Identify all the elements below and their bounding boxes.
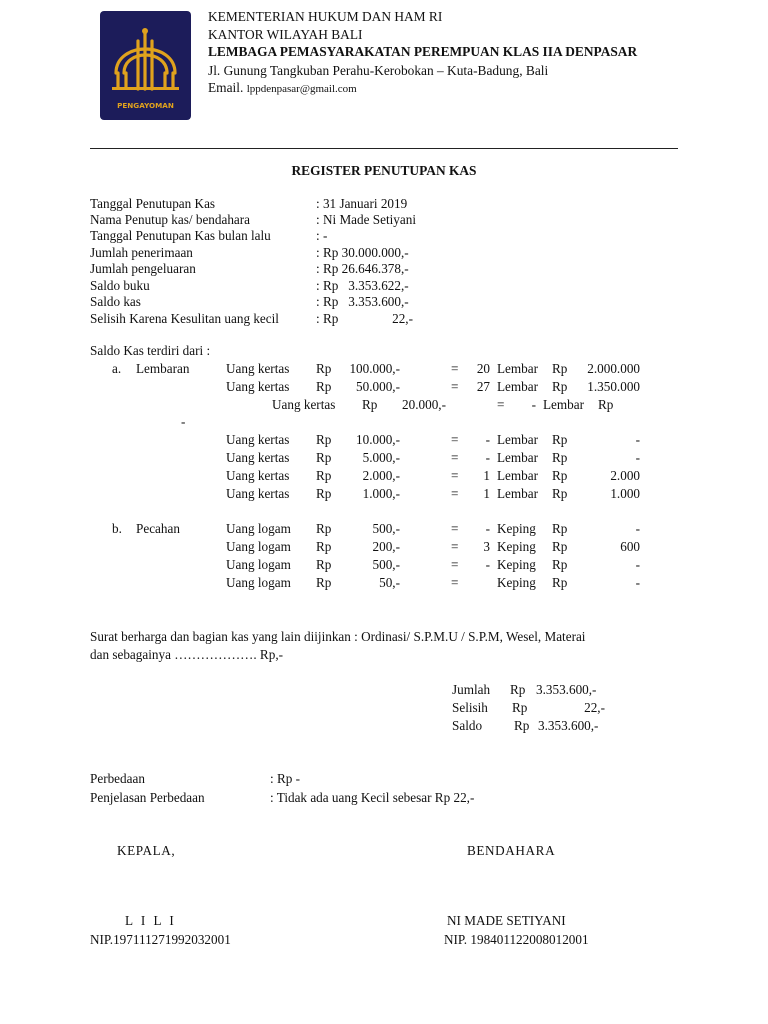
denomination-total: - (635, 557, 640, 572)
denomination-type: Uang kertas (226, 468, 290, 483)
denomination-count: - (485, 557, 490, 572)
denomination-total: 2.000 (610, 468, 640, 483)
denomination-rp-total: Rp (552, 486, 568, 501)
pecahan-marker: b. (112, 521, 122, 536)
info-label: Tanggal Penutupan Kas (90, 196, 216, 211)
denomination-count: - (485, 450, 490, 465)
denomination-rp-total: Rp (552, 468, 568, 483)
head-name: L I L I (125, 913, 174, 928)
denomination-equals: = (451, 521, 459, 536)
denomination-rp-total: Rp (552, 521, 568, 536)
lembaran-marker: a. (112, 361, 122, 376)
denomination-type: Uang logam (226, 557, 291, 572)
difference-value: : Rp - (270, 771, 301, 786)
summary-label: Selisih (452, 700, 488, 715)
denomination-total: - (635, 575, 640, 590)
denomination-rp: Rp (316, 468, 332, 483)
info-label: Selisih Karena Kesulitan uang kecil (90, 311, 279, 326)
denomination-count: 1 (483, 486, 490, 501)
summary-rp: Rp (514, 718, 530, 733)
denomination-total: - (635, 432, 640, 447)
email-address: lppdenpasar@gmail.com (246, 83, 357, 95)
denomination-count: 27 (476, 379, 490, 394)
head-signature-title: KEPALA, (117, 843, 176, 858)
denomination-unit: Keping (497, 539, 536, 554)
info-value: : - (316, 228, 328, 243)
info-label: Saldo buku (90, 278, 150, 293)
denomination-unit: Lembar (497, 379, 539, 394)
securities-line: Surat berharga dan bagian kas yang lain diijinkan : Ordinasi/ S.P.M.U / S.P.M, Wesel, Materai (90, 629, 586, 644)
denomination-rp: Rp (316, 379, 332, 394)
denomination-unit: Lembar (497, 486, 539, 501)
denomination-equals: = (451, 432, 459, 447)
denomination-unit: Keping (497, 575, 536, 590)
denomination-equals: = (451, 468, 459, 483)
denomination-type: Uang kertas (226, 432, 290, 447)
header-divider (90, 148, 678, 149)
denomination-nominal: 10.000,- (356, 432, 400, 447)
denomination-total: 1.000 (610, 486, 640, 501)
denomination-rp: Rp (316, 432, 332, 447)
denomination-total: 1.350.000 (587, 379, 640, 394)
denomination-count: - (531, 397, 536, 412)
denomination-count: 3 (483, 539, 490, 554)
denomination-rp-total: Rp (552, 539, 568, 554)
denomination-equals: = (451, 557, 459, 572)
denomination-equals: = (451, 379, 459, 394)
denomination-rp: Rp (316, 486, 332, 501)
denomination-unit: Keping (497, 521, 536, 536)
info-label: Jumlah penerimaan (90, 245, 193, 260)
denomination-count: 20 (476, 361, 490, 376)
summary-label: Saldo (452, 718, 483, 733)
denomination-unit: Lembar (497, 468, 539, 483)
denomination-total: 600 (620, 539, 640, 554)
pecahan-label: Pecahan (136, 521, 180, 536)
summary-label: Jumlah (452, 682, 491, 697)
denomination-type: Uang kertas (226, 361, 290, 376)
denomination-rp: Rp (316, 361, 332, 376)
denomination-count: 1 (483, 468, 490, 483)
explanation-value: : Tidak ada uang Kecil sebesar Rp 22,- (270, 790, 475, 805)
denomination-type: Uang kertas (226, 450, 290, 465)
denomination-nominal: 2.000,- (362, 468, 400, 483)
regional-office: KANTOR WILAYAH BALI (208, 27, 363, 42)
denomination-equals: = (451, 575, 459, 590)
summary-value: 22,- (584, 700, 605, 715)
denomination-total: - (635, 521, 640, 536)
info-value: : Rp 30.000.000,- (316, 245, 409, 260)
denomination-equals: = (497, 397, 505, 412)
denomination-rp: Rp (316, 539, 332, 554)
denomination-type: Uang kertas (226, 379, 290, 394)
denomination-nominal: 20.000,- (402, 397, 446, 412)
info-value: : Rp 3.353.622,- (316, 278, 409, 293)
denomination-type: Uang logam (226, 521, 291, 536)
institution-logo (100, 11, 191, 120)
denomination-rp-total: Rp (552, 361, 568, 376)
denomination-unit: Lembar (543, 397, 585, 412)
denomination-type: Uang kertas (272, 397, 336, 412)
denomination-equals: = (451, 361, 459, 376)
denomination-rp-total: Rp (552, 432, 568, 447)
denomination-rp: Rp (316, 521, 332, 536)
denomination-type: Uang logam (226, 575, 291, 590)
denomination-type: Uang logam (226, 539, 291, 554)
denomination-total: - (635, 450, 640, 465)
email-line (208, 80, 357, 96)
summary-rp: Rp (510, 682, 526, 697)
denomination-nominal: 200,- (372, 539, 400, 554)
explanation-label: Penjelasan Perbedaan (90, 790, 205, 805)
denomination-unit: Keping (497, 557, 536, 572)
denomination-unit: Lembar (497, 450, 539, 465)
denomination-rp-total: Rp (552, 450, 568, 465)
treasurer-signature-title: BENDAHARA (467, 843, 556, 858)
denomination-rp: Rp (316, 575, 332, 590)
summary-value: 3.353.600,- (536, 682, 597, 697)
denomination-count: - (485, 432, 490, 447)
denomination-rp-total: Rp (552, 575, 568, 590)
denomination-rp-total: Rp (552, 557, 568, 572)
denomination-equals: = (451, 450, 459, 465)
summary-rp: Rp (512, 700, 528, 715)
document-title: REGISTER PENUTUPAN KAS (291, 163, 477, 178)
denomination-nominal: 500,- (372, 521, 400, 536)
denomination-rp-total: Rp (598, 397, 614, 412)
info-value-amount: 22,- (392, 311, 413, 326)
lembaran-label: Lembaran (136, 361, 190, 376)
denomination-unit: Lembar (497, 432, 539, 447)
denomination-nominal: 5.000,- (362, 450, 400, 465)
info-label: Saldo kas (90, 294, 141, 309)
info-value: : Rp 3.353.600,- (316, 294, 409, 309)
denomination-nominal: 500,- (372, 557, 400, 572)
treasurer-nip: NIP. 198401122008012001 (444, 932, 589, 947)
info-label: Nama Penutup kas/ bendahara (90, 212, 251, 227)
denomination-nominal: 50.000,- (356, 379, 400, 394)
institution-name: LEMBAGA PEMASYARAKATAN PEREMPUAN KLAS IIA DENPASAR (208, 44, 638, 59)
denomination-nominal: 1.000,- (362, 486, 400, 501)
denomination-type: Uang kertas (226, 486, 290, 501)
denomination-rp: Rp (316, 450, 332, 465)
institution-address: Jl. Gunung Tangkuban Perahu-Kerobokan – Kuta-Badung, Bali (208, 63, 549, 78)
denomination-count: - (485, 521, 490, 536)
info-label: Jumlah pengeluaran (90, 261, 196, 276)
denomination-rp-total: Rp (552, 379, 568, 394)
breakdown-heading: Saldo Kas terdiri dari : (90, 343, 211, 358)
stray-dash: - (181, 414, 186, 429)
denomination-unit: Lembar (497, 361, 539, 376)
info-value: : Rp 26.646.378,- (316, 261, 409, 276)
summary-value: 3.353.600,- (538, 718, 599, 733)
denomination-nominal: 50,- (379, 575, 400, 590)
denomination-rp: Rp (316, 557, 332, 572)
ministry-name: KEMENTERIAN HUKUM DAN HAM RI (208, 9, 443, 24)
denomination-total: 2.000.000 (587, 361, 640, 376)
logo-caption: PENGAYOMAN (117, 101, 174, 110)
denomination-nominal: 100.000,- (349, 361, 400, 376)
email-label: Email. (208, 80, 244, 95)
head-nip: NIP.197111271992032001 (90, 932, 231, 947)
denomination-equals: = (451, 539, 459, 554)
info-label: Tanggal Penutupan Kas bulan lalu (90, 228, 271, 243)
info-value: : Rp (316, 311, 339, 326)
treasurer-name: NI MADE SETIYANI (447, 913, 566, 928)
denomination-rp: Rp (362, 397, 378, 412)
denomination-equals: = (451, 486, 459, 501)
securities-line: dan sebagainya ………………. Rp,- (90, 647, 284, 662)
difference-label: Perbedaan (90, 771, 145, 786)
info-value: : Ni Made Setiyani (316, 212, 416, 227)
info-value: : 31 Januari 2019 (316, 196, 408, 211)
